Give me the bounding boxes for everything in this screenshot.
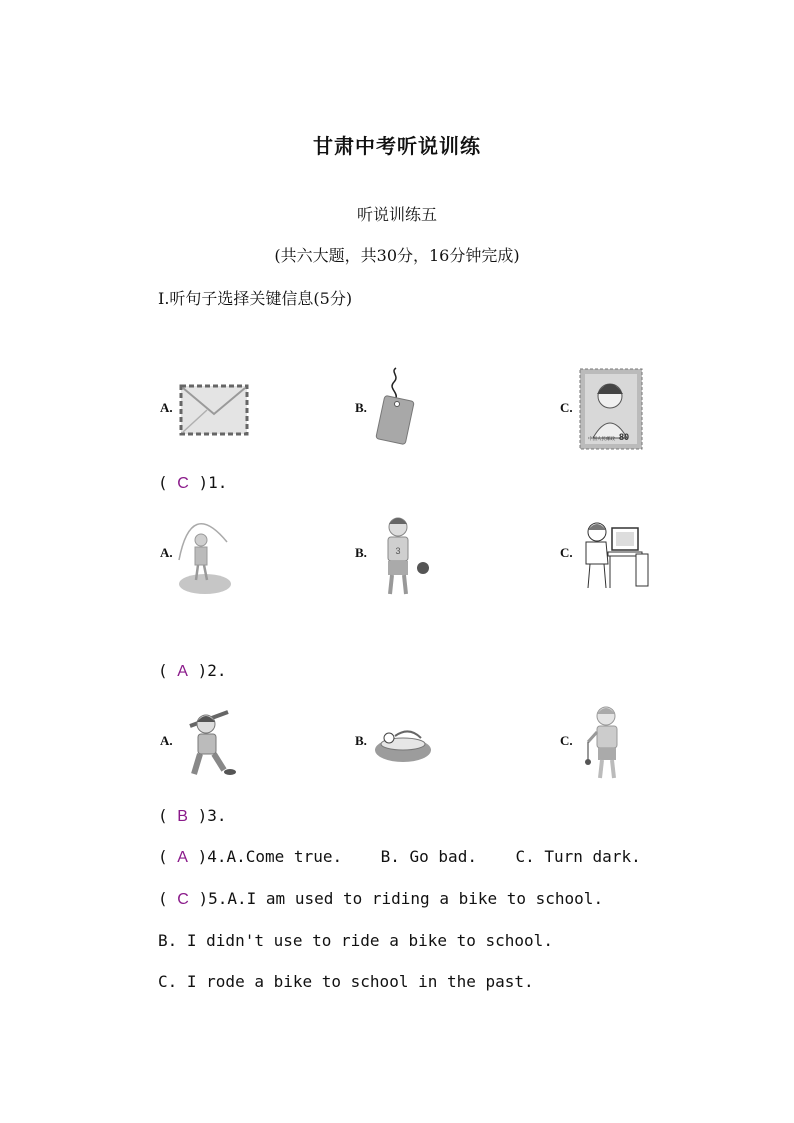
question-5-option-c: C. I rode a bike to school in the past. bbox=[158, 972, 534, 991]
page-title: 甘肃中考听说训练 bbox=[313, 134, 481, 158]
postage-stamp-icon bbox=[579, 368, 643, 450]
option-label-c: C. bbox=[560, 545, 573, 560]
question-2: ( A )2. bbox=[158, 661, 227, 680]
answer-5: C bbox=[177, 891, 189, 908]
question-3: ( B )3. bbox=[158, 806, 227, 825]
option-label-c: C. bbox=[560, 733, 573, 748]
option-label-b: B. bbox=[355, 545, 367, 560]
question-5-option-b: B. I didn't use to ride a bike to school. bbox=[158, 931, 553, 950]
baseball-player-icon bbox=[180, 704, 242, 780]
option-label-c: C. bbox=[560, 400, 573, 415]
yoyo-boy-icon bbox=[582, 702, 640, 782]
exercise-subtitle: 听说训练五 bbox=[356, 205, 437, 224]
answer-4: A bbox=[177, 849, 188, 866]
question-5: ( C )5.A.I am used to riding a bike to school. bbox=[158, 889, 604, 908]
rope-skipping-icon bbox=[177, 512, 239, 596]
question-4: ( A )4.A.Come true. B. Go bad. C. Turn dark. bbox=[158, 847, 641, 866]
answer-1: C bbox=[177, 475, 189, 492]
envelope-icon bbox=[179, 384, 249, 436]
exercise-info: (共六大题，共30分，16分钟完成) bbox=[274, 246, 520, 265]
option-label-b: B. bbox=[355, 400, 367, 415]
answer-2: A bbox=[177, 663, 188, 680]
question-1: ( C )1. bbox=[158, 473, 228, 492]
option-label-a: A. bbox=[160, 733, 173, 748]
section-heading: Ⅰ.听句子选择关键信息(5分) bbox=[158, 289, 353, 308]
stamp-value-text: 80 bbox=[619, 432, 630, 442]
answer-3: B bbox=[177, 808, 188, 825]
luggage-tag-icon bbox=[374, 366, 418, 448]
option-label-a: A. bbox=[160, 400, 173, 415]
computer-user-icon bbox=[580, 516, 652, 590]
option-label-b: B. bbox=[355, 733, 367, 748]
basketball-player-icon bbox=[375, 514, 433, 598]
stamp-country-text: 中国人民邮政 bbox=[588, 437, 615, 442]
swimmer-icon bbox=[373, 718, 433, 766]
option-label-a: A. bbox=[160, 545, 173, 560]
player-number-text: 3 bbox=[395, 546, 401, 556]
